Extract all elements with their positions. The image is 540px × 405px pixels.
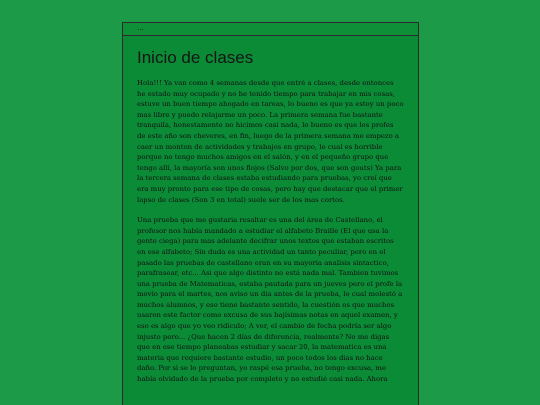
post-frame (122, 22, 419, 405)
top-bar-text: ... (137, 24, 144, 32)
post-title: Inicio de clases (137, 48, 254, 67)
post-body (123, 36, 418, 385)
post-paragraph-2: Una prueba que me gustaria resaltar es una del área de Castellano, el profesor nos había mandado a estudiar el alfabeto Braille (El que usa la gente ciega) para mas adelante decifrar unos textos que estaban escritos en ese alfabeto; Sin duda es una actividad un tanto peculiar, pero en el pasado las pruebas de castellano eran en su mayoria analisis sintactico, parafrasear, etc... Asi que algo distinto no está nada mal. Tambien tuvimos una prueba de Matematicas, estaba pautada para un jueves pero el profe la movio para el martes, nos aviso un dia antes de la prueba, lo cual molestó a muchos alumnos, y eso tiene bastante sentido, la cuestión es que muchos usaron este factor como excusa de sus bajísimas notas en aquel examen, y eso es algo que yo veo ridículo; A ver, el cambio de fecha podría ser algo injusto pero... ¿Que hacen 2 días de diferencia, realmente? No me digas que en ese tiempo planeabas estudiar y sacar 20, la matematica es una materia que requiere bastante estudio, un poco todos los dias no hace daño. Por si se lo preguntan, yo raspé esa prueba, no tengo excusa, me había olvidado de la prueba por completo y no estudié casi nada. Ahora (137, 216, 403, 384)
post-paragraph-1: Hola!!! Ya van como 4 semanas desde que entré a clases, desde entonces he estado muy ocupado y no he tenido tiempo para trabajar en mis cosas, estuve un buen tiempo ahogado en tareas, lo bueno es que ya estoy un poco mas libre y puedo relajarme un poco. La primera semana fue bastante tranquila, honestamente no hicimos casi nada, lo bueno es que los profes de este año son cheveres, en fin, luego de la primera semana me empezo a caer un monton de actividades y trabajos en grupo, lo cual es horrible porque no tengo muchos amigos en el salón, y en el pequeño grupo que tengo allí, la mayoría son unos flojos (Salvo por dos, que son gouts) Ya para la tercera semana de clases estaba estudiando para pruebas, yo creí que era muy pronto para ese tipo de cosas, pero hay que destacar que el primer lapso de clases (Son 3 en total) suele ser de los mas cortos. (137, 79, 404, 204)
top-bar (123, 23, 418, 36)
